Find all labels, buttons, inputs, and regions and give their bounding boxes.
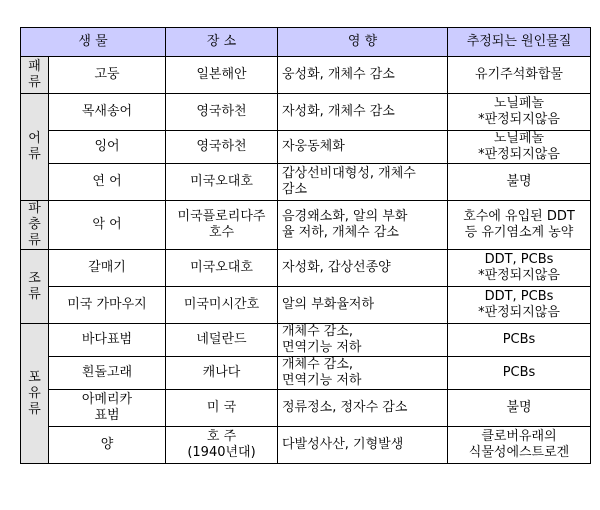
- organism-cell: 아메리카 표범: [49, 390, 166, 427]
- group-label-fish: 어 류: [21, 94, 49, 201]
- effect-cell: 자성화, 갑상선종양: [278, 250, 448, 287]
- table-row: [21, 427, 591, 464]
- organism-cell: 갈매기: [49, 250, 166, 287]
- effect-cell: 정류정소, 정자수 감소: [278, 390, 448, 427]
- substance-cell: DDT, PCBs *판정되지않음: [448, 250, 591, 287]
- table-row: [21, 164, 591, 201]
- table-row: [21, 94, 591, 131]
- location-cell: 호 주 (1940년대): [166, 427, 278, 464]
- effect-cell: 웅성화, 개체수 감소: [278, 57, 448, 94]
- substance-cell: PCBs: [448, 357, 591, 390]
- location-cell: 미국미시간호: [166, 287, 278, 324]
- substance-cell: 노닐페놀 *판정되지않음: [448, 94, 591, 131]
- header-effect: 영 향: [278, 28, 448, 57]
- table-row: [21, 131, 591, 164]
- substance-cell: 클로버유래의 식물성에스트로겐: [448, 427, 591, 464]
- species-effects-table: [20, 27, 591, 464]
- organism-cell: 고둥: [49, 57, 166, 94]
- organism-cell: 악 어: [49, 201, 166, 250]
- effect-cell: 개체수 감소, 면역기능 저하: [278, 324, 448, 357]
- table-row: [21, 287, 591, 324]
- header-location: 장 소: [166, 28, 278, 57]
- organism-cell: 목새송어: [49, 94, 166, 131]
- header-organism: 생 물: [21, 28, 166, 57]
- group-label-bird: 조 류: [21, 250, 49, 324]
- effect-cell: 알의 부화율저하: [278, 287, 448, 324]
- table-row: [21, 324, 591, 357]
- effect-cell: 다발성사산, 기형발생: [278, 427, 448, 464]
- location-cell: 미국오대호: [166, 164, 278, 201]
- location-cell: 영국하천: [166, 131, 278, 164]
- location-cell: 영국하천: [166, 94, 278, 131]
- table-row: [21, 390, 591, 427]
- effect-cell: 음경왜소화, 알의 부화 율 저하, 개체수 감소: [278, 201, 448, 250]
- organism-cell: 흰돌고래: [49, 357, 166, 390]
- substance-cell: 유기주석화합물: [448, 57, 591, 94]
- table-row: [21, 357, 591, 390]
- header-row: [21, 28, 591, 57]
- substance-cell: DDT, PCBs *판정되지않음: [448, 287, 591, 324]
- effect-cell: 자웅동체화: [278, 131, 448, 164]
- substance-cell: 불명: [448, 164, 591, 201]
- location-cell: 일본해안: [166, 57, 278, 94]
- group-label-reptile: 파 충 류: [21, 201, 49, 250]
- substance-cell: 노닐페놀 *판정되지않음: [448, 131, 591, 164]
- effect-cell: 개체수 감소, 면역기능 저하: [278, 357, 448, 390]
- location-cell: 미국플로리다주 호수: [166, 201, 278, 250]
- substance-cell: 호수에 유입된 DDT 등 유기염소계 농약: [448, 201, 591, 250]
- effect-cell: 자성화, 개체수 감소: [278, 94, 448, 131]
- location-cell: 캐나다: [166, 357, 278, 390]
- organism-cell: 바다표범: [49, 324, 166, 357]
- header-substance: 추정되는 원인물질: [448, 28, 591, 57]
- organism-cell: 연 어: [49, 164, 166, 201]
- location-cell: 네덜란드: [166, 324, 278, 357]
- organism-cell: 잉어: [49, 131, 166, 164]
- group-label-shellfish: 패 류: [21, 57, 49, 94]
- substance-cell: 불명: [448, 390, 591, 427]
- organism-cell: 양: [49, 427, 166, 464]
- location-cell: 미 국: [166, 390, 278, 427]
- substance-cell: PCBs: [448, 324, 591, 357]
- table-row: [21, 57, 591, 94]
- group-label-mammal: 포 유 류: [21, 324, 49, 464]
- location-cell: 미국오대호: [166, 250, 278, 287]
- effect-cell: 갑상선비대형성, 개체수 감소: [278, 164, 448, 201]
- table-row: [21, 201, 591, 250]
- organism-cell: 미국 가마우지: [49, 287, 166, 324]
- table-row: [21, 250, 591, 287]
